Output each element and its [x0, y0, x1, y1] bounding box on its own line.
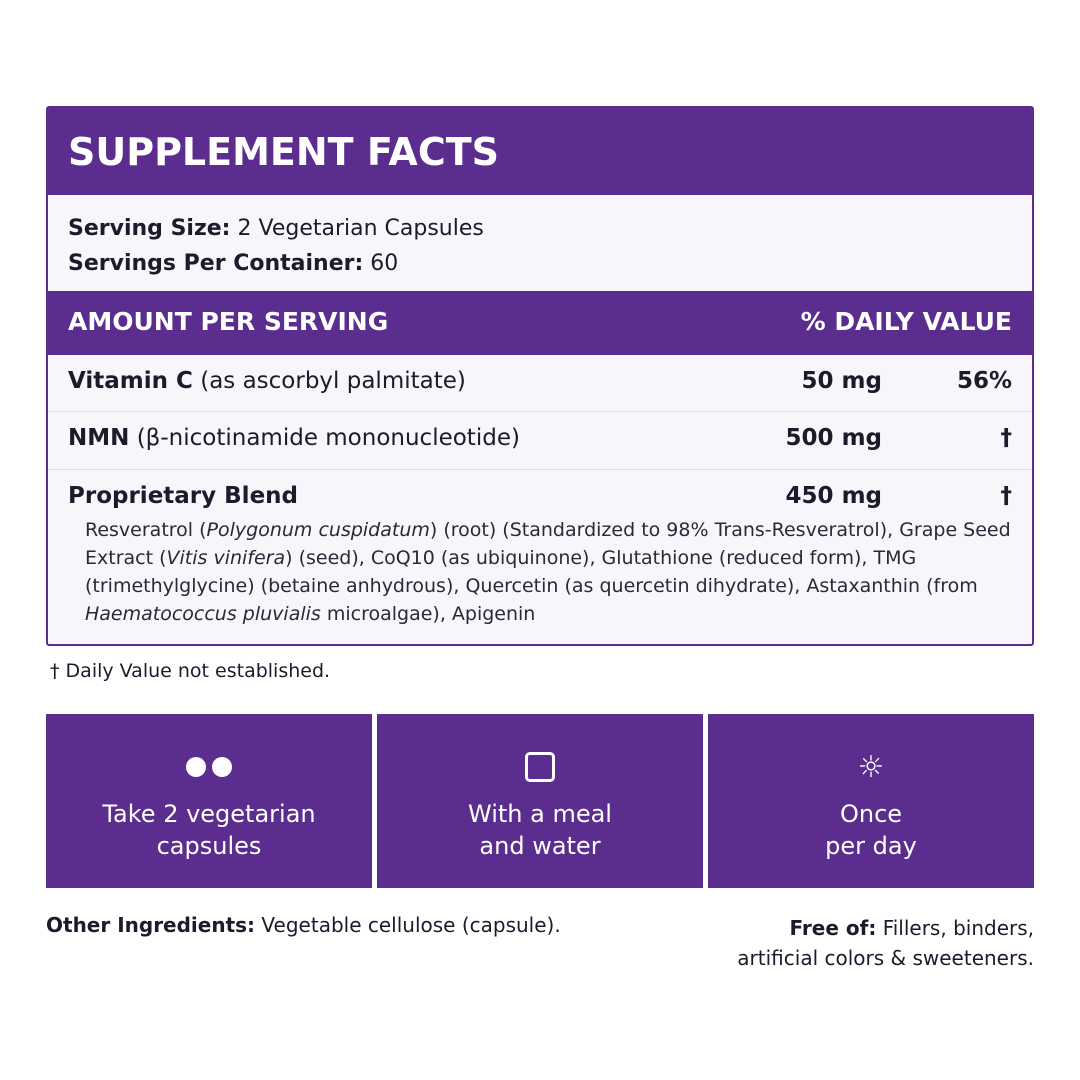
other-ingredients [46, 913, 561, 937]
panel-title: SUPPLEMENT FACTS [68, 130, 500, 174]
nutrient-detail: (as ascorbyl palmitate) [200, 368, 466, 394]
tile-label [377, 798, 703, 862]
blend-text-part: ) (root) (Standardized to 98% Trans-Resveratrol), Grape Seed Extract ( [85, 519, 1011, 569]
square-icon [377, 750, 703, 786]
tile-label [46, 798, 372, 862]
tile-label [708, 798, 1034, 862]
blend-latin-name: Haematococcus pluvialis [85, 603, 321, 625]
daily-value-header: % DAILY VALUE [800, 307, 1012, 336]
proprietary-blend-ingredients [85, 516, 1015, 628]
tile-label-line: capsules [156, 832, 262, 860]
blend-latin-name: Vitis vinifera [166, 547, 286, 569]
daily-value-footnote: † Daily Value not established. [50, 660, 331, 682]
blend-text-part: ) (seed), CoQ10 (as ubiquinone), Glutathione (reduced form), TMG (trimethylglycine) (betaine anhydrous), Quercetin (as quercetin dihydrate), Astaxanthin (from [85, 547, 978, 597]
nutrient-amount: 450 mg [785, 483, 882, 509]
nutrient-amount: 500 mg [785, 425, 882, 451]
tile-frequency [708, 714, 1034, 888]
column-header-bar [48, 291, 1032, 355]
blend-text-part: Resveratrol ( [85, 519, 207, 541]
nutrient-daily-value: † [1000, 425, 1012, 451]
serving-info [68, 211, 484, 281]
tile-label-line: and water [479, 832, 601, 860]
nutrient-name [68, 425, 520, 451]
supplement-facts-panel [46, 106, 1034, 646]
tile-label-line: Take 2 vegetarian [102, 800, 316, 828]
tile-label-line: With a meal [468, 800, 612, 828]
servings-per-container-label: Servings Per Container: [68, 251, 364, 276]
sun-icon: ☼ [857, 750, 885, 785]
capsules-icon [46, 750, 372, 786]
tile-with-meal [377, 714, 703, 888]
serving-size-label: Serving Size: [68, 216, 231, 241]
nutrient-title: NMN [68, 425, 130, 451]
serving-size [68, 211, 484, 246]
tile-label-line: Once [839, 800, 903, 828]
other-ingredients-label: Other Ingredients: [46, 913, 256, 937]
servings-per-container [68, 246, 484, 281]
other-ingredients-value: Vegetable cellulose (capsule). [261, 913, 561, 937]
blend-text-part: microalgae), Apigenin [320, 603, 536, 625]
nutrient-title: Proprietary Blend [68, 483, 298, 509]
nutrient-detail: (β-nicotinamide mononucleotide) [136, 425, 520, 451]
nutrient-name [68, 483, 298, 509]
tile-label-line: per day [825, 832, 917, 860]
serving-size-value: 2 Vegetarian Capsules [237, 216, 484, 241]
amount-per-serving-header: AMOUNT PER SERVING [68, 307, 389, 336]
free-of-value: Fillers, binders, [882, 916, 1034, 940]
directions-tiles [46, 714, 1034, 888]
free-of-label: Free of: [789, 916, 877, 940]
nutrient-title: Vitamin C [68, 368, 193, 394]
free-of [737, 913, 1034, 973]
free-of-line-2: artificial colors & sweeteners. [737, 946, 1034, 970]
nutrient-row-vitamin-c [48, 355, 1032, 412]
nutrient-row-proprietary-blend [48, 470, 1032, 516]
nutrient-daily-value: 56% [956, 368, 1012, 394]
blend-latin-name: Polygonum cuspidatum [206, 519, 430, 541]
free-of-line [737, 913, 1034, 943]
tile-dosage [46, 714, 372, 888]
nutrient-row-nmn [48, 412, 1032, 470]
servings-per-container-value: 60 [370, 251, 399, 276]
nutrient-daily-value: † [1000, 483, 1012, 509]
nutrient-name [68, 368, 466, 394]
nutrient-amount: 50 mg [801, 368, 882, 394]
title-bar [48, 108, 1032, 195]
